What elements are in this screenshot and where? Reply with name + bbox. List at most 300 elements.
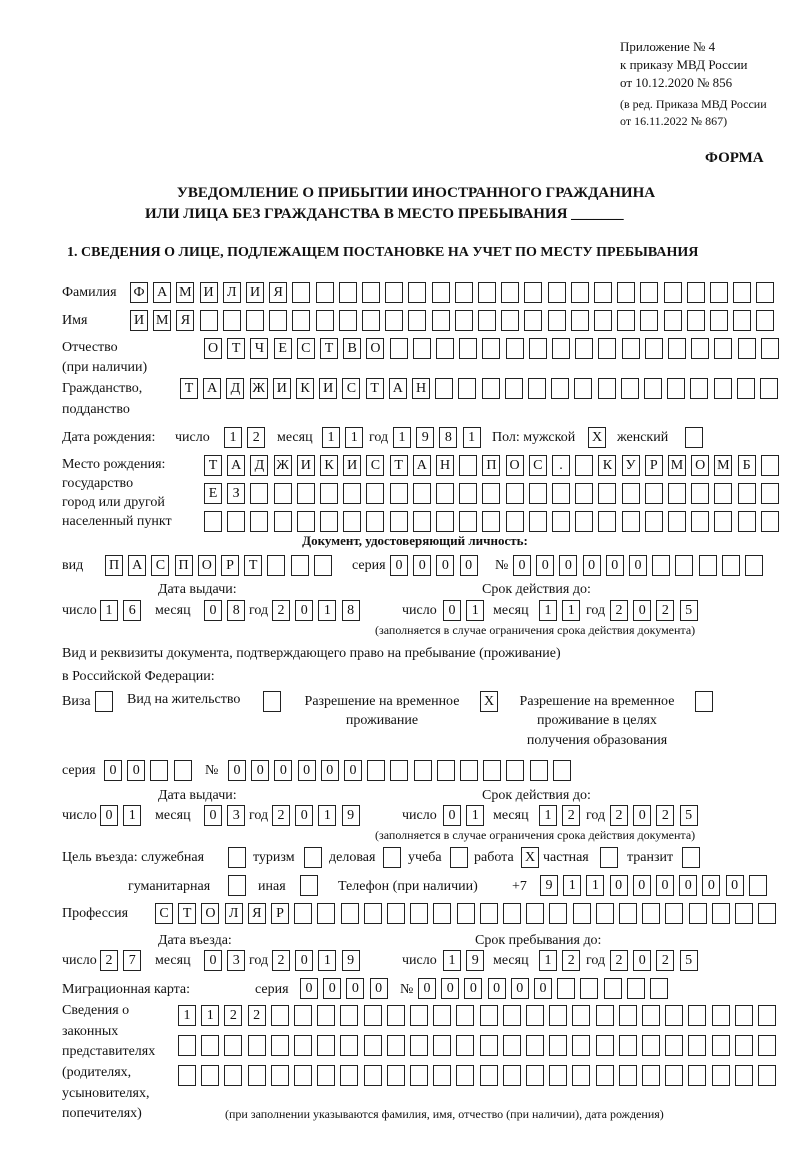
- char-box[interactable]: [758, 903, 776, 924]
- char-box[interactable]: [665, 1005, 683, 1026]
- char-box[interactable]: 0: [418, 978, 436, 999]
- char-box[interactable]: [223, 310, 241, 331]
- char-box[interactable]: 1: [562, 600, 580, 621]
- char-box[interactable]: [689, 903, 707, 924]
- char-box[interactable]: [317, 903, 335, 924]
- char-box[interactable]: А: [413, 455, 431, 476]
- char-box[interactable]: 1: [539, 805, 557, 826]
- char-box[interactable]: 0: [300, 978, 318, 999]
- char-box[interactable]: [340, 1065, 358, 1086]
- char-box[interactable]: [248, 1065, 266, 1086]
- char-box[interactable]: [343, 483, 361, 504]
- char-box[interactable]: [619, 1035, 637, 1056]
- char-box[interactable]: 0: [295, 805, 313, 826]
- char-box[interactable]: [362, 310, 380, 331]
- char-box[interactable]: [248, 1035, 266, 1056]
- char-box[interactable]: С: [342, 378, 360, 399]
- char-box[interactable]: [598, 483, 616, 504]
- char-box[interactable]: [455, 310, 473, 331]
- char-box[interactable]: [760, 378, 778, 399]
- char-box[interactable]: В: [343, 338, 361, 359]
- char-box[interactable]: Я: [176, 310, 194, 331]
- char-box[interactable]: 5: [680, 600, 698, 621]
- char-box[interactable]: 0: [606, 555, 624, 576]
- char-box[interactable]: 9: [540, 875, 558, 896]
- char-box[interactable]: Ж: [274, 455, 292, 476]
- checkbox[interactable]: [263, 691, 281, 712]
- char-box[interactable]: [390, 338, 408, 359]
- char-box[interactable]: [413, 483, 431, 504]
- char-box[interactable]: [574, 378, 592, 399]
- char-box[interactable]: [687, 310, 705, 331]
- checkbox[interactable]: [600, 847, 618, 868]
- char-box[interactable]: [665, 1065, 683, 1086]
- char-box[interactable]: М: [714, 455, 732, 476]
- char-box[interactable]: 2: [656, 600, 674, 621]
- char-box[interactable]: [459, 338, 477, 359]
- char-box[interactable]: 8: [227, 600, 245, 621]
- char-box[interactable]: Н: [436, 455, 454, 476]
- char-box[interactable]: 3: [227, 950, 245, 971]
- char-box[interactable]: 0: [633, 805, 651, 826]
- char-box[interactable]: [691, 483, 709, 504]
- char-box[interactable]: [200, 310, 218, 331]
- char-box[interactable]: 5: [680, 950, 698, 971]
- char-box[interactable]: 1: [178, 1005, 196, 1026]
- char-box[interactable]: [526, 1035, 544, 1056]
- char-box[interactable]: 1: [224, 427, 242, 448]
- checkbox[interactable]: [228, 847, 246, 868]
- char-box[interactable]: 0: [100, 805, 118, 826]
- char-box[interactable]: К: [296, 378, 314, 399]
- char-box[interactable]: 0: [464, 978, 482, 999]
- char-box[interactable]: [269, 310, 287, 331]
- checkbox[interactable]: X: [480, 691, 498, 712]
- char-box[interactable]: [735, 1005, 753, 1026]
- char-box[interactable]: [250, 483, 268, 504]
- char-box[interactable]: Я: [269, 282, 287, 303]
- char-box[interactable]: 1: [345, 427, 363, 448]
- char-box[interactable]: [433, 1005, 451, 1026]
- char-box[interactable]: [385, 282, 403, 303]
- char-box[interactable]: [294, 903, 312, 924]
- char-box[interactable]: О: [691, 455, 709, 476]
- char-box[interactable]: [478, 282, 496, 303]
- char-box[interactable]: Ж: [250, 378, 268, 399]
- char-box[interactable]: Т: [244, 555, 262, 576]
- char-box[interactable]: [714, 511, 732, 532]
- char-box[interactable]: [530, 760, 548, 781]
- char-box[interactable]: 1: [443, 950, 461, 971]
- char-box[interactable]: [572, 1065, 590, 1086]
- char-box[interactable]: 0: [702, 875, 720, 896]
- char-box[interactable]: Д: [250, 455, 268, 476]
- char-box[interactable]: [227, 511, 245, 532]
- char-box[interactable]: 5: [680, 805, 698, 826]
- char-box[interactable]: Я: [248, 903, 266, 924]
- char-box[interactable]: С: [366, 455, 384, 476]
- char-box[interactable]: [271, 1065, 289, 1086]
- char-box[interactable]: [436, 483, 454, 504]
- char-box[interactable]: [457, 903, 475, 924]
- char-box[interactable]: С: [297, 338, 315, 359]
- char-box[interactable]: [436, 511, 454, 532]
- char-box[interactable]: [761, 511, 779, 532]
- char-box[interactable]: [364, 903, 382, 924]
- char-box[interactable]: А: [389, 378, 407, 399]
- char-box[interactable]: [503, 1035, 521, 1056]
- char-box[interactable]: [456, 1065, 474, 1086]
- char-box[interactable]: [436, 338, 454, 359]
- char-box[interactable]: 1: [100, 600, 118, 621]
- char-box[interactable]: [598, 378, 616, 399]
- char-box[interactable]: 0: [295, 600, 313, 621]
- char-box[interactable]: П: [482, 455, 500, 476]
- char-box[interactable]: С: [155, 903, 173, 924]
- char-box[interactable]: [756, 282, 774, 303]
- char-box[interactable]: [387, 1005, 405, 1026]
- char-box[interactable]: 2: [272, 600, 290, 621]
- char-box[interactable]: [668, 511, 686, 532]
- char-box[interactable]: [688, 1005, 706, 1026]
- char-box[interactable]: 0: [127, 760, 145, 781]
- char-box[interactable]: [645, 511, 663, 532]
- char-box[interactable]: [572, 1035, 590, 1056]
- char-box[interactable]: 0: [204, 805, 222, 826]
- char-box[interactable]: [390, 760, 408, 781]
- char-box[interactable]: [712, 1005, 730, 1026]
- char-box[interactable]: [690, 378, 708, 399]
- char-box[interactable]: [150, 760, 168, 781]
- char-box[interactable]: [367, 760, 385, 781]
- char-box[interactable]: [387, 1035, 405, 1056]
- char-box[interactable]: 7: [123, 950, 141, 971]
- char-box[interactable]: [410, 903, 428, 924]
- checkbox[interactable]: [383, 847, 401, 868]
- char-box[interactable]: А: [153, 282, 171, 303]
- char-box[interactable]: [274, 483, 292, 504]
- char-box[interactable]: [387, 903, 405, 924]
- char-box[interactable]: [482, 378, 500, 399]
- char-box[interactable]: [529, 511, 547, 532]
- char-box[interactable]: 0: [346, 978, 364, 999]
- char-box[interactable]: С: [151, 555, 169, 576]
- char-box[interactable]: [390, 511, 408, 532]
- char-box[interactable]: 0: [511, 978, 529, 999]
- char-box[interactable]: [292, 310, 310, 331]
- char-box[interactable]: [413, 511, 431, 532]
- char-box[interactable]: [557, 978, 575, 999]
- char-box[interactable]: [622, 483, 640, 504]
- char-box[interactable]: [340, 1005, 358, 1026]
- char-box[interactable]: П: [175, 555, 193, 576]
- char-box[interactable]: [201, 1035, 219, 1056]
- char-box[interactable]: [528, 378, 546, 399]
- char-box[interactable]: 1: [586, 875, 604, 896]
- char-box[interactable]: [667, 378, 685, 399]
- char-box[interactable]: [480, 1065, 498, 1086]
- char-box[interactable]: Е: [274, 338, 292, 359]
- char-box[interactable]: 2: [656, 950, 674, 971]
- char-box[interactable]: 0: [513, 555, 531, 576]
- char-box[interactable]: Т: [204, 455, 222, 476]
- char-box[interactable]: [390, 483, 408, 504]
- char-box[interactable]: [549, 903, 567, 924]
- char-box[interactable]: [596, 1035, 614, 1056]
- char-box[interactable]: [551, 378, 569, 399]
- char-box[interactable]: [712, 1035, 730, 1056]
- char-box[interactable]: [617, 282, 635, 303]
- char-box[interactable]: [320, 483, 338, 504]
- char-box[interactable]: [432, 282, 450, 303]
- char-box[interactable]: [410, 1065, 428, 1086]
- char-box[interactable]: [604, 978, 622, 999]
- char-box[interactable]: П: [105, 555, 123, 576]
- checkbox[interactable]: [695, 691, 713, 712]
- char-box[interactable]: 1: [318, 600, 336, 621]
- char-box[interactable]: 2: [562, 805, 580, 826]
- char-box[interactable]: Т: [390, 455, 408, 476]
- char-box[interactable]: [460, 760, 478, 781]
- char-box[interactable]: 1: [201, 1005, 219, 1026]
- char-box[interactable]: [549, 1035, 567, 1056]
- char-box[interactable]: Т: [366, 378, 384, 399]
- char-box[interactable]: [735, 1065, 753, 1086]
- char-box[interactable]: [575, 455, 593, 476]
- char-box[interactable]: Ч: [250, 338, 268, 359]
- char-box[interactable]: С: [529, 455, 547, 476]
- char-box[interactable]: 1: [393, 427, 411, 448]
- char-box[interactable]: 0: [370, 978, 388, 999]
- char-box[interactable]: О: [198, 555, 216, 576]
- char-box[interactable]: 2: [610, 805, 628, 826]
- char-box[interactable]: [687, 282, 705, 303]
- char-box[interactable]: [642, 903, 660, 924]
- char-box[interactable]: [459, 455, 477, 476]
- char-box[interactable]: [617, 310, 635, 331]
- checkbox[interactable]: [450, 847, 468, 868]
- char-box[interactable]: К: [320, 455, 338, 476]
- char-box[interactable]: [340, 1035, 358, 1056]
- char-box[interactable]: [756, 310, 774, 331]
- char-box[interactable]: [642, 1035, 660, 1056]
- char-box[interactable]: [271, 1035, 289, 1056]
- char-box[interactable]: [317, 1065, 335, 1086]
- char-box[interactable]: 0: [583, 555, 601, 576]
- checkbox[interactable]: [95, 691, 113, 712]
- char-box[interactable]: 0: [298, 760, 316, 781]
- char-box[interactable]: [410, 1005, 428, 1026]
- char-box[interactable]: [501, 310, 519, 331]
- checkbox[interactable]: [682, 847, 700, 868]
- char-box[interactable]: [294, 1065, 312, 1086]
- char-box[interactable]: О: [506, 455, 524, 476]
- char-box[interactable]: 2: [272, 950, 290, 971]
- char-box[interactable]: 2: [247, 427, 265, 448]
- char-box[interactable]: 0: [633, 950, 651, 971]
- char-box[interactable]: [292, 282, 310, 303]
- char-box[interactable]: [622, 338, 640, 359]
- char-box[interactable]: 0: [443, 805, 461, 826]
- char-box[interactable]: 0: [726, 875, 744, 896]
- char-box[interactable]: И: [246, 282, 264, 303]
- char-box[interactable]: 0: [488, 978, 506, 999]
- char-box[interactable]: [483, 760, 501, 781]
- char-box[interactable]: И: [297, 455, 315, 476]
- char-box[interactable]: [675, 555, 693, 576]
- char-box[interactable]: 0: [559, 555, 577, 576]
- char-box[interactable]: [459, 511, 477, 532]
- char-box[interactable]: [297, 483, 315, 504]
- char-box[interactable]: А: [128, 555, 146, 576]
- char-box[interactable]: [665, 1035, 683, 1056]
- char-box[interactable]: [665, 903, 683, 924]
- char-box[interactable]: А: [203, 378, 221, 399]
- checkbox[interactable]: [685, 427, 703, 448]
- char-box[interactable]: [699, 555, 717, 576]
- char-box[interactable]: [664, 310, 682, 331]
- char-box[interactable]: [204, 511, 222, 532]
- char-box[interactable]: Д: [226, 378, 244, 399]
- char-box[interactable]: [316, 310, 334, 331]
- char-box[interactable]: [594, 282, 612, 303]
- char-box[interactable]: М: [153, 310, 171, 331]
- char-box[interactable]: [714, 378, 732, 399]
- char-box[interactable]: [735, 903, 753, 924]
- char-box[interactable]: 1: [563, 875, 581, 896]
- char-box[interactable]: [385, 310, 403, 331]
- char-box[interactable]: 0: [633, 875, 651, 896]
- char-box[interactable]: [552, 483, 570, 504]
- char-box[interactable]: [571, 282, 589, 303]
- char-box[interactable]: [364, 1035, 382, 1056]
- char-box[interactable]: [432, 310, 450, 331]
- char-box[interactable]: [664, 282, 682, 303]
- char-box[interactable]: И: [343, 455, 361, 476]
- char-box[interactable]: Т: [320, 338, 338, 359]
- char-box[interactable]: [596, 903, 614, 924]
- char-box[interactable]: [552, 338, 570, 359]
- char-box[interactable]: [480, 1035, 498, 1056]
- char-box[interactable]: [274, 511, 292, 532]
- char-box[interactable]: 2: [100, 950, 118, 971]
- char-box[interactable]: [366, 483, 384, 504]
- char-box[interactable]: [738, 511, 756, 532]
- char-box[interactable]: [575, 483, 593, 504]
- char-box[interactable]: [524, 310, 542, 331]
- char-box[interactable]: [482, 338, 500, 359]
- char-box[interactable]: [642, 1065, 660, 1086]
- char-box[interactable]: 0: [534, 978, 552, 999]
- char-box[interactable]: [596, 1065, 614, 1086]
- char-box[interactable]: 0: [344, 760, 362, 781]
- char-box[interactable]: 1: [466, 600, 484, 621]
- char-box[interactable]: [548, 310, 566, 331]
- char-box[interactable]: И: [273, 378, 291, 399]
- char-box[interactable]: [456, 1035, 474, 1056]
- char-box[interactable]: [640, 282, 658, 303]
- char-box[interactable]: И: [319, 378, 337, 399]
- checkbox[interactable]: [304, 847, 322, 868]
- char-box[interactable]: [749, 875, 767, 896]
- char-box[interactable]: [291, 555, 309, 576]
- char-box[interactable]: [621, 378, 639, 399]
- char-box[interactable]: [480, 903, 498, 924]
- char-box[interactable]: И: [130, 310, 148, 331]
- char-box[interactable]: [645, 483, 663, 504]
- char-box[interactable]: [549, 1005, 567, 1026]
- char-box[interactable]: 0: [633, 600, 651, 621]
- char-box[interactable]: Б: [738, 455, 756, 476]
- char-box[interactable]: [224, 1065, 242, 1086]
- char-box[interactable]: [478, 310, 496, 331]
- char-box[interactable]: [339, 310, 357, 331]
- char-box[interactable]: 2: [610, 950, 628, 971]
- char-box[interactable]: [339, 282, 357, 303]
- char-box[interactable]: [458, 378, 476, 399]
- char-box[interactable]: [503, 903, 521, 924]
- char-box[interactable]: [526, 1065, 544, 1086]
- checkbox[interactable]: [228, 875, 246, 896]
- char-box[interactable]: [714, 483, 732, 504]
- char-box[interactable]: [314, 555, 332, 576]
- char-box[interactable]: [201, 1065, 219, 1086]
- char-box[interactable]: Р: [271, 903, 289, 924]
- char-box[interactable]: [575, 511, 593, 532]
- char-box[interactable]: [297, 511, 315, 532]
- char-box[interactable]: О: [201, 903, 219, 924]
- char-box[interactable]: [652, 555, 670, 576]
- char-box[interactable]: .: [552, 455, 570, 476]
- char-box[interactable]: [294, 1035, 312, 1056]
- char-box[interactable]: [737, 378, 755, 399]
- char-box[interactable]: [433, 1035, 451, 1056]
- checkbox[interactable]: [300, 875, 318, 896]
- char-box[interactable]: [343, 511, 361, 532]
- char-box[interactable]: Л: [225, 903, 243, 924]
- char-box[interactable]: [645, 338, 663, 359]
- char-box[interactable]: [524, 282, 542, 303]
- char-box[interactable]: [761, 338, 779, 359]
- char-box[interactable]: [758, 1065, 776, 1086]
- char-box[interactable]: 9: [342, 950, 360, 971]
- char-box[interactable]: М: [668, 455, 686, 476]
- char-box[interactable]: [640, 310, 658, 331]
- char-box[interactable]: 2: [610, 600, 628, 621]
- char-box[interactable]: 0: [274, 760, 292, 781]
- char-box[interactable]: [433, 1065, 451, 1086]
- char-box[interactable]: [267, 555, 285, 576]
- char-box[interactable]: [459, 483, 477, 504]
- char-box[interactable]: Т: [180, 378, 198, 399]
- char-box[interactable]: [738, 338, 756, 359]
- char-box[interactable]: У: [622, 455, 640, 476]
- char-box[interactable]: [710, 282, 728, 303]
- char-box[interactable]: [710, 310, 728, 331]
- char-box[interactable]: [455, 282, 473, 303]
- char-box[interactable]: 1: [318, 805, 336, 826]
- char-box[interactable]: [387, 1065, 405, 1086]
- char-box[interactable]: [552, 511, 570, 532]
- char-box[interactable]: [573, 903, 591, 924]
- char-box[interactable]: [735, 1035, 753, 1056]
- char-box[interactable]: [622, 511, 640, 532]
- char-box[interactable]: [317, 1005, 335, 1026]
- char-box[interactable]: 9: [342, 805, 360, 826]
- char-box[interactable]: 6: [123, 600, 141, 621]
- checkbox[interactable]: X: [521, 847, 539, 868]
- char-box[interactable]: [362, 282, 380, 303]
